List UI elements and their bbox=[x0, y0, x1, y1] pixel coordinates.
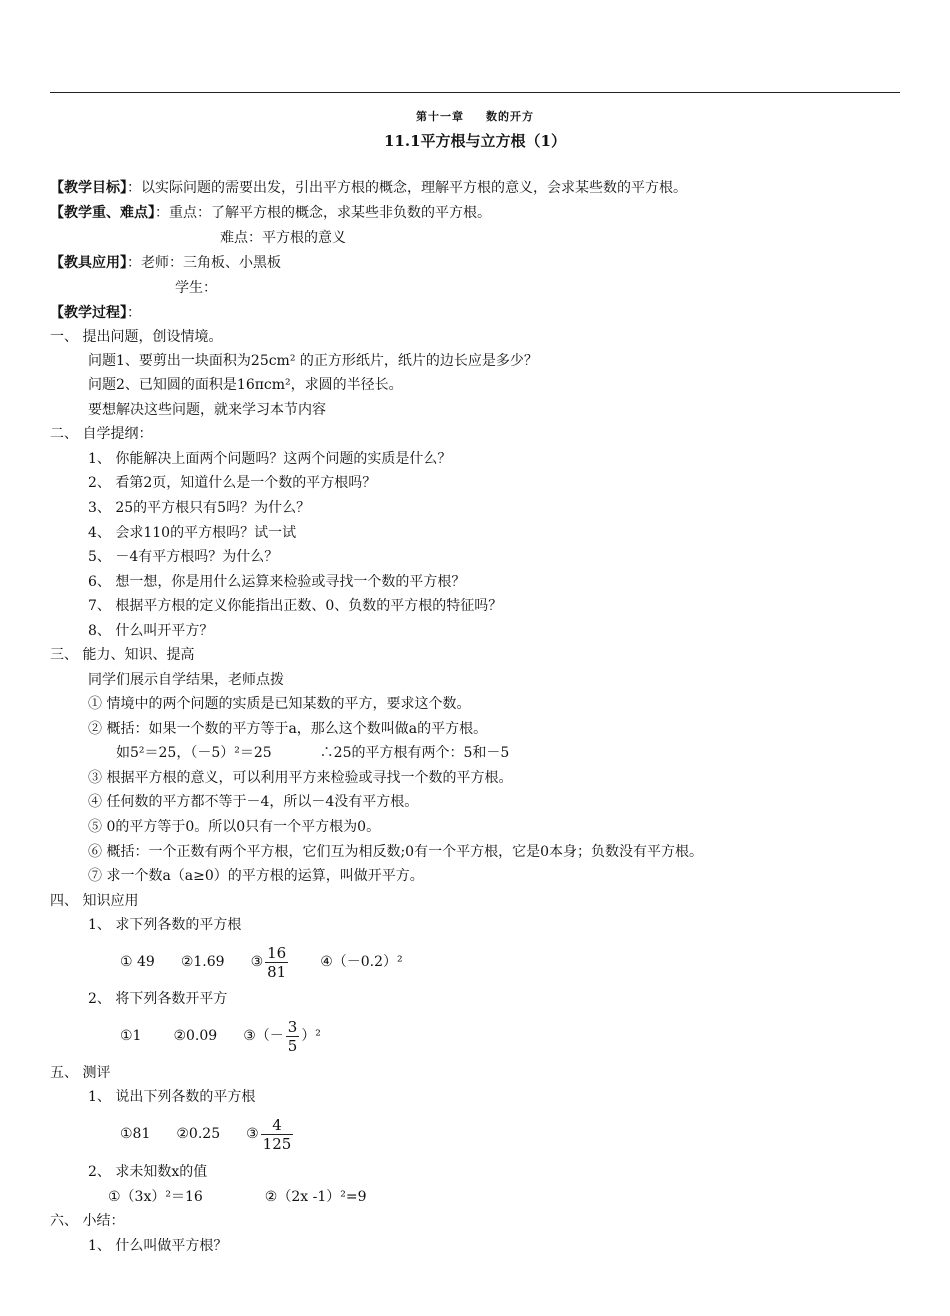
fraction-numerator: 16 bbox=[267, 943, 287, 962]
s2-heading: 二、 自学提纲： bbox=[50, 426, 153, 442]
fraction-denominator: 5 bbox=[287, 1036, 298, 1055]
s4-q2-c-suffix: ）² bbox=[301, 1028, 321, 1044]
s3-item: ⑥ 概括：一个正数有两个平方根，它们互为相反数;0有一个平方根，它是0本身；负数没有平方根。 bbox=[88, 844, 703, 860]
s2-item: 8、 什么叫开平方？ bbox=[88, 623, 214, 639]
s5-heading: 五、 测评 bbox=[50, 1065, 111, 1081]
header-rule bbox=[50, 92, 900, 93]
s5-q2-answers bbox=[108, 1185, 366, 1209]
fraction-numerator: 3 bbox=[287, 1017, 298, 1036]
s4-q1-c-prefix: ③ bbox=[250, 954, 264, 970]
s4-q2-a: ①1 bbox=[120, 1028, 142, 1044]
fraction-denominator: 81 bbox=[267, 962, 287, 981]
s3-example bbox=[116, 741, 509, 765]
fraction-numerator: 4 bbox=[272, 1115, 282, 1134]
tools-line bbox=[50, 251, 281, 275]
tools-label: 【教具应用】 bbox=[50, 255, 127, 271]
s5-q2-b: ②（2x -1）²=9 bbox=[264, 1189, 367, 1205]
s2-item: 2、 看第2页，知道什么是一个数的平方根吗？ bbox=[88, 475, 377, 491]
fraction-3-5 bbox=[286, 1018, 300, 1055]
s5-q1-c-prefix: ③ bbox=[246, 1126, 259, 1142]
s3-item: ① 情境中的两个问题的实质是已知某数的平方，要求这个数。 bbox=[88, 696, 471, 712]
s1-q1: 问题1、要剪出一块面积为25cm² 的正方形纸片，纸片的边长应是多少？ bbox=[88, 353, 538, 369]
chapter-title bbox=[0, 108, 950, 124]
s5-q1-answers bbox=[120, 1112, 295, 1156]
s2-item: 6、 想一想，你是用什么运算来检验或寻找一个数的平方根？ bbox=[88, 574, 466, 590]
s5-q2-a: ①（3x）²＝16 bbox=[108, 1189, 203, 1205]
s4-q1-d: ④（－0.2）² bbox=[320, 954, 403, 970]
s5-q1-a: ①81 bbox=[120, 1126, 151, 1142]
s3-intro: 同学们展示自学结果，老师点拨 bbox=[88, 672, 284, 688]
s5-q2: 2、 求未知数x的值 bbox=[88, 1164, 208, 1180]
s2-item: 5、 －4有平方根吗？为什么？ bbox=[88, 549, 279, 565]
tools-text: ：老师：三角板、小黑板 bbox=[127, 255, 281, 271]
s1-heading: 一、 提出问题，创设情境。 bbox=[50, 329, 223, 345]
chapter-name: 数的开方 bbox=[486, 110, 534, 123]
s4-q2-b: ②0.09 bbox=[173, 1028, 218, 1044]
difficulty-line: 难点：平方根的意义 bbox=[220, 230, 346, 246]
s3-example-a: 如5²＝25，（－5）²＝25 bbox=[116, 745, 272, 761]
objectives-label: 【教学目标】 bbox=[50, 180, 127, 196]
fraction-4-125 bbox=[261, 1116, 294, 1153]
key-points-line bbox=[50, 201, 491, 225]
s4-q2-c-prefix: ③（－ bbox=[243, 1028, 284, 1044]
s5-q1-b: ②0.25 bbox=[176, 1126, 221, 1142]
s4-q1: 1、 求下列各数的平方根 bbox=[88, 917, 242, 933]
process-label: 【教学过程】 bbox=[50, 305, 127, 321]
s4-heading: 四、 知识应用 bbox=[50, 893, 139, 909]
s3-item: ④ 任何数的平方都不等于－4，所以－4没有平方根。 bbox=[88, 794, 419, 810]
process-text: ： bbox=[127, 305, 141, 321]
fraction-16-81 bbox=[265, 944, 288, 981]
s2-item: 4、 会求110的平方根吗？试一试 bbox=[88, 525, 297, 541]
s3-item: ② 概括：如果一个数的平方等于a，那么这个数叫做a的平方根。 bbox=[88, 721, 488, 737]
s5-q1: 1、 说出下列各数的平方根 bbox=[88, 1089, 256, 1105]
s3-item: ③ 根据平方根的意义，可以利用平方来检验或寻找一个数的平方根。 bbox=[88, 770, 513, 786]
s2-item: 3、 25的平方根只有5吗？为什么？ bbox=[88, 500, 311, 516]
s4-q1-a: ① 49 bbox=[120, 954, 155, 970]
s1-q2: 问题2、已知圆的面积是16πcm²，求圆的半径长。 bbox=[88, 377, 403, 393]
s4-q1-b: ②1.69 bbox=[180, 954, 225, 970]
s2-item: 1、 你能解决上面两个问题吗？这两个问题的实质是什么？ bbox=[88, 451, 452, 467]
key-points-text: ：重点：了解平方根的概念，求某些非负数的平方根。 bbox=[155, 205, 491, 221]
objectives-line bbox=[50, 176, 687, 200]
chapter-number: 第十一章 bbox=[416, 110, 464, 123]
s3-example-b: ∴25的平方根有两个：5和－5 bbox=[319, 745, 510, 761]
process-line bbox=[50, 301, 141, 325]
lesson-title: 11.1平方根与立方根（1） bbox=[384, 132, 566, 150]
s3-item: ⑤ 0的平方等于0。所以0只有一个平方根为0。 bbox=[88, 819, 381, 835]
s2-item: 7、 根据平方根的定义你能指出正数、0、负数的平方根的特征吗？ bbox=[88, 598, 503, 614]
s4-q2-answers bbox=[120, 1014, 321, 1058]
s1-q3: 要想解决这些问题，就来学习本节内容 bbox=[88, 402, 326, 418]
fraction-denominator: 125 bbox=[262, 1134, 292, 1153]
tools-student-line: 学生： bbox=[175, 280, 217, 296]
s6-heading: 六、 小结： bbox=[50, 1213, 125, 1229]
s3-heading: 三、 能力、知识、提高 bbox=[50, 647, 195, 663]
key-points-label: 【教学重、难点】 bbox=[50, 205, 155, 221]
s3-item: ⑦ 求一个数a（a≥0）的平方根的运算，叫做开平方。 bbox=[88, 868, 424, 884]
s4-q2: 2、 将下列各数开平方 bbox=[88, 991, 228, 1007]
s4-q1-answers bbox=[120, 940, 403, 984]
s6-q1: 1、 什么叫做平方根？ bbox=[88, 1238, 228, 1254]
objectives-text: ：以实际问题的需要出发，引出平方根的概念，理解平方根的意义，会求某些数的平方根。 bbox=[127, 180, 687, 196]
